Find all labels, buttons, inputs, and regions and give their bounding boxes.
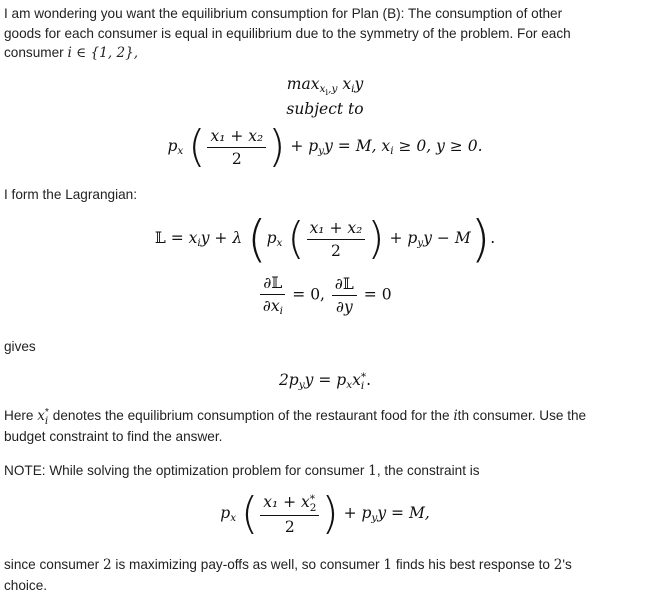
subject-to-text: subject to <box>286 100 364 118</box>
lagrangian-symbol: 𝕃 <box>154 229 166 247</box>
note-fraction: x₁ + x * 2 2 <box>260 493 319 536</box>
since-paragraph: since consumer 2 is maximizing pay-offs as well, so consumer 1 finds his best response to 2's choice. <box>4 557 572 593</box>
partial-x-fraction: $\frac{\text{∂𝕃}}{\partial x_i}$ <box>260 274 285 317</box>
subject-to-line <box>0 100 650 118</box>
price-x-sub: x <box>177 145 184 157</box>
price-x: p <box>167 137 178 155</box>
budget-tail: y = M, x <box>324 137 391 155</box>
lagrangian-intro: I form the Lagrangian: <box>4 187 137 202</box>
max-operator: max <box>286 75 320 93</box>
equilibrium-condition: $2p_yy = p_xx$ * i . <box>278 371 372 392</box>
lagrangian-fraction: $\frac{\text{x₁ + x₂}}{2}$ <box>307 219 366 260</box>
objective-x: x <box>342 75 352 93</box>
objective-equation <box>0 75 650 98</box>
gives-text: gives <box>4 339 36 354</box>
objective-y: y <box>354 75 364 93</box>
intro-line-3 <box>4 43 644 64</box>
max-sub-i: i <box>325 88 329 98</box>
intro-line-2: goods for each consumer is equal in equilibrium due to the symmetry of the problem. For each <box>4 25 571 41</box>
partial-y-fraction: $\frac{\text{∂𝕃}}{\partial y}$ <box>332 275 357 316</box>
budget-constraint-equation: $p_x$ ( $\frac{\text{x₁ + x₂}}{2}$ ) + $p_yy = M$, $x_i \ge 0$, y ≥ 0. <box>167 121 483 172</box>
nonnegativity: ≥ 0, y ≥ 0. <box>398 137 483 155</box>
lambda-term: y + λ <box>200 229 243 247</box>
intro-line-3-text: consumer <box>4 45 64 60</box>
max-sub-y: ,y <box>328 83 338 95</box>
price-y: + p <box>290 137 319 155</box>
lagrangian-equation: 𝕃 = $x_iy + \lambda$ ($p_x$ ( $\frac{\text{x₁ + x₂}}{2}$ ) + $p_yy - M$). <box>154 210 496 268</box>
consumer-set-math: i ∈ {1, 2}, <box>67 45 139 61</box>
first-order-conditions: $\frac{\text{∂𝕃}}{\partial x_i}$ = 0, $\frac{\text{∂𝕃}}{\partial y}$ = 0 <box>0 274 650 322</box>
here-paragraph: Here x * i denotes the equilibrium consumption of the restaurant food for the ith consumer. Use the budget constraint to find the answer. <box>4 406 587 444</box>
objective-i: i <box>351 83 355 95</box>
note-constraint-equation: $p_x$ ( x₁ + x * 2 2 ) + $p_yy = M$, <box>220 488 430 539</box>
max-sub-x: x <box>319 83 326 95</box>
intro-paragraph <box>4 4 644 64</box>
average-fraction: $\frac{\text{x₁ + x₂}}{2}$ <box>207 127 266 168</box>
note-paragraph: NOTE: While solving the optimization problem for consumer 1, the constraint is <box>4 463 480 479</box>
intro-line-1: I am wondering you want the equilibrium consumption for Plan (B): The consumption of other <box>4 6 563 21</box>
